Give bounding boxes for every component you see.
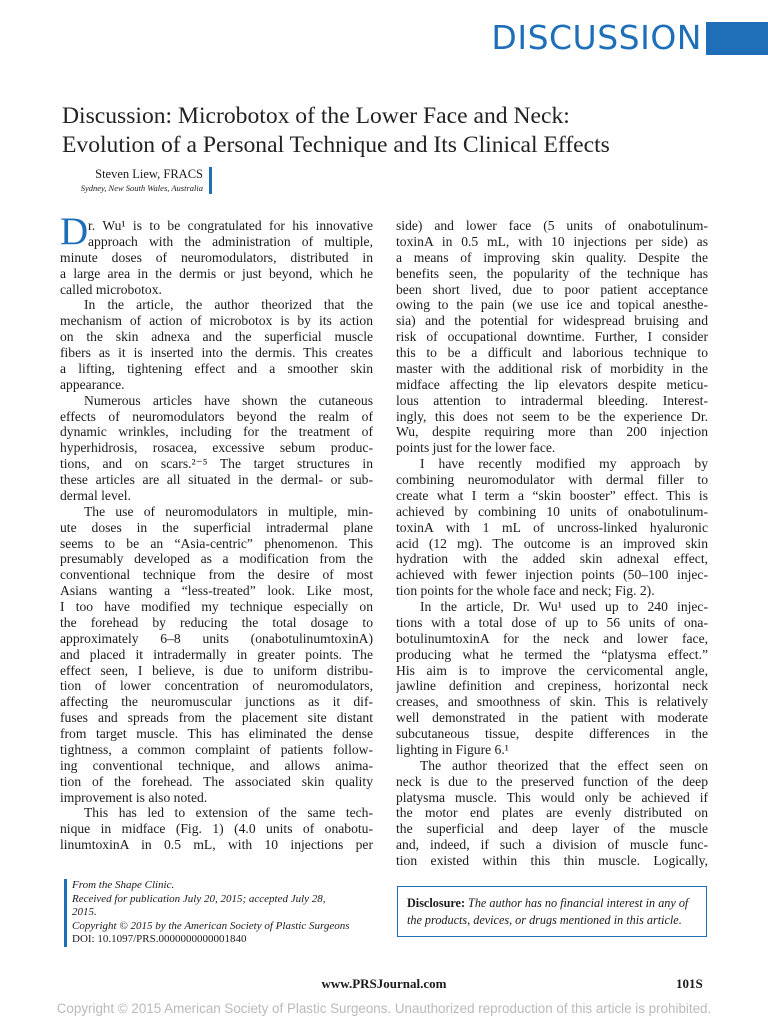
body-text-line: fuses and spreads from the placement site distant [60, 710, 373, 726]
body-text-line: these articles are all situated in the dermal- or sub- [60, 472, 373, 487]
section-header [491, 18, 768, 58]
body-text-line: approximately 6–8 units (onabotulinumtoxinA) [60, 630, 373, 646]
body-text-line: and placed it intradermally in greater points. The [60, 646, 373, 662]
body-text-line: r. Wu¹ is to be congratulated for his innovative [88, 218, 373, 233]
body-text-line: points just for the lower face. [396, 440, 556, 456]
journal-url: www.PRSJournal.com [321, 976, 447, 991]
body-text-line: The author theorized that the effect seen on [420, 757, 708, 773]
body-text-line: platysma muscle. This would only be achieved if [396, 789, 708, 805]
body-text-line: Numerous articles have shown the cutaneous [84, 392, 373, 408]
body-text-line: risk of occupational downtime. Further, I consider [396, 329, 708, 345]
author-affiliation: Sydney, New South Wales, Australia [80, 183, 203, 193]
body-text-line: dynamic wrinkles, including for the treatment of [60, 424, 373, 440]
footnote-line: 2015. [72, 906, 97, 919]
body-column-right [396, 218, 708, 869]
author-name: Steven Liew, FRACS [95, 167, 203, 181]
article-title [62, 102, 742, 160]
body-text-line: acid (12 mg). The outcome is an improved skin [396, 535, 708, 551]
body-text-line: minute doses of neuromodulators, distributed in [60, 249, 373, 265]
author-block [81, 167, 212, 194]
body-text-line: a large area in the dermis or just beyond, which he [60, 265, 373, 281]
body-text-line: ute doses in the superficial intradermal plane [60, 519, 373, 535]
drop-cap: D [60, 210, 89, 253]
body-text-line: hyperhidrosis, rosacea, excessive sebum produc- [60, 440, 373, 456]
body-text-line: toxinA in 0.5 mL, with 10 injections per side) as [396, 233, 708, 249]
body-text-line: tion existed within this thin muscle. Logically, [396, 853, 708, 868]
body-text-line: ing conventional technique, and allows anima- [60, 757, 373, 773]
body-text-line: The use of neuromodulators in multiple, min- [84, 503, 373, 519]
body-text-line: combining neuromodulator with dermal filler to [396, 472, 708, 487]
body-text-line: creases, and smoothness of skin. This is relatively [396, 694, 708, 710]
body-text-line: fibers as it is inserted into the dermis. This creates [60, 345, 373, 360]
title-line: Discussion: Microbotox of the Lower Face and Neck: [62, 103, 570, 129]
body-column-left [60, 218, 373, 853]
body-text-line: botulinumtoxinA for the neck and lower face, [396, 630, 708, 646]
body-text-line: side) and lower face (5 units of onabotulinum- [396, 218, 708, 233]
body-text-line: and, indeed, if such a division of muscle func- [396, 837, 708, 853]
body-text-line: improvement is also noted. [60, 789, 208, 805]
body-text-line: master with the additional risk of morbidity in the [396, 360, 708, 376]
body-text-line: achieved with fewer injection points (50–100 injec- [396, 567, 708, 583]
disclosure-label: Disclosure: [407, 896, 465, 910]
copyright-notice: Copyright © 2015 American Society of Plastic Surgeons. Unauthorized reproduction of this article is prohibited. [56, 1001, 712, 1016]
body-text-line: conventional technique from the desire of most [60, 567, 373, 583]
body-text-line: linumtoxinA in 0.5 mL, with 10 injections per [60, 837, 373, 853]
body-text-line: subcutaneous tissue, despite differences in the [396, 726, 708, 741]
body-text-line: been short lived, due to poor patient acceptance [396, 281, 708, 297]
doi-text: DOI: 10.1097/PRS.0000000000001840 [72, 933, 247, 946]
section-label: DISCUSSION [491, 18, 702, 57]
body-text-line: mechanism of action of microbotox is by its action [60, 313, 373, 329]
body-text-line: a means of improving skin quality. Despite the [396, 249, 708, 265]
body-text-line: appearance. [60, 376, 125, 392]
footnote-line: Received for publication July 20, 2015; accepted July 28, [72, 892, 326, 905]
body-text-line: jawline definition and crepiness, horizontal neck [396, 678, 708, 694]
body-text-line: called microbotox. [60, 281, 162, 297]
page-number: 101S [676, 976, 703, 991]
body-text-line: benefits seen, the popularity of the technique has [396, 265, 708, 281]
body-text-line: the motor end plates are evenly distributed on [396, 805, 708, 821]
body-text-line: the forehead by reducing the total dosage to [60, 614, 373, 630]
body-text-line: a lifting, tightening effect and a smoother skin [60, 360, 373, 376]
body-text-line: ingly, this does not seem to be the experience Dr. [396, 408, 708, 424]
body-text-line: Asians wanting a “less-treated” look. Like most, [60, 583, 373, 599]
body-text-line: on the skin adnexa and the superficial muscle [60, 329, 373, 345]
body-text-line: His aim is to improve the cervicomental angle, [396, 662, 708, 678]
body-text-line: nique in midface (Fig. 1) (4.0 units of onabotu- [60, 821, 373, 837]
disclosure-box [397, 886, 707, 937]
body-text-line: presumably developed as a modification from the [60, 551, 373, 567]
article-footnote [64, 879, 384, 947]
body-text-line: create what I term a “skin booster” effect. This is [396, 487, 708, 503]
body-text-line: from target muscle. This has eliminated the dense [60, 726, 373, 741]
body-text-line: well demonstrated in the patient with moderate [396, 710, 708, 726]
disclosure-text: The author has no financial interest in any of the products, devices, or drugs mentioned in this article. [407, 896, 689, 927]
body-text-line: tions, and on scars.²⁻⁵ The target structures in [60, 456, 373, 472]
body-text-line: This has led to extension of the same tech- [84, 805, 373, 821]
body-text-line: sia) and the potential for widespread bruising and [396, 313, 708, 329]
body-text-line: approach with the administration of multiple, [88, 233, 373, 249]
title-line: Evolution of a Personal Technique and Its Clinical Effects [62, 132, 610, 158]
body-text-line: dermal level. [60, 487, 131, 503]
section-color-bar [706, 22, 768, 55]
body-text-line: the superficial and deep layer of the muscle [396, 821, 708, 837]
body-text-line: In the article, Dr. Wu¹ used up to 240 injec- [420, 599, 708, 614]
body-text-line: tightness, a common complaint of patients follow- [60, 741, 373, 757]
body-text-line: seems to be an “Asia-centric” phenomenon. This [60, 535, 373, 551]
body-text-line: toxinA with 1 mL of uncross-linked hyaluronic [396, 519, 708, 535]
body-text-line: tion points for the whole face and neck; Fig. 2). [396, 583, 655, 599]
body-text-line: lighting in Figure 6.¹ [396, 741, 509, 757]
body-text-line: this to be a difficult and laborious technique to [396, 345, 708, 360]
body-text-line: neck is due to the preserved function of the deep [396, 773, 708, 789]
body-text-line: tion of the forehead. The associated skin quality [60, 773, 373, 789]
footnote-line: Copyright © 2015 by the American Society of Plastic Surgeons [72, 919, 350, 932]
footnote-line: From the Shape Clinic. [72, 879, 175, 891]
body-text-line: I too have modified my technique especially on [60, 599, 373, 614]
body-text-line: Wu, despite requiring more than 200 injection [396, 424, 708, 440]
body-text-line: hydration with the added skin adnexal effect, [396, 551, 708, 567]
body-text-line: I have recently modified my approach by [420, 456, 708, 472]
body-text-line: effects of neuromodulators beyond the realm of [60, 408, 373, 424]
body-text-line: affecting the neuromuscular junctions as it dif- [60, 694, 373, 710]
body-text-line: achieved by combining 10 units of onabotulinum- [396, 503, 708, 519]
body-text-line: owing to the pain (we use ice and topical anesthe- [396, 297, 708, 313]
body-text-line: producing what he termed the “platysma effect.” [396, 646, 708, 662]
body-text-line: In the article, the author theorized that the [84, 297, 373, 313]
body-text-line: midface affecting the lip elevators despite meticu- [396, 376, 708, 392]
body-text-line: tions with a total dose of up to 56 units of ona- [396, 614, 708, 630]
body-text-line: lous attention to intradermal bleeding. Interest- [396, 392, 708, 408]
body-text-line: tion of lower concentration of neuromodulators, [60, 678, 373, 694]
body-text-line: effect seen, I believe, is due to uniform distribu- [60, 662, 373, 678]
